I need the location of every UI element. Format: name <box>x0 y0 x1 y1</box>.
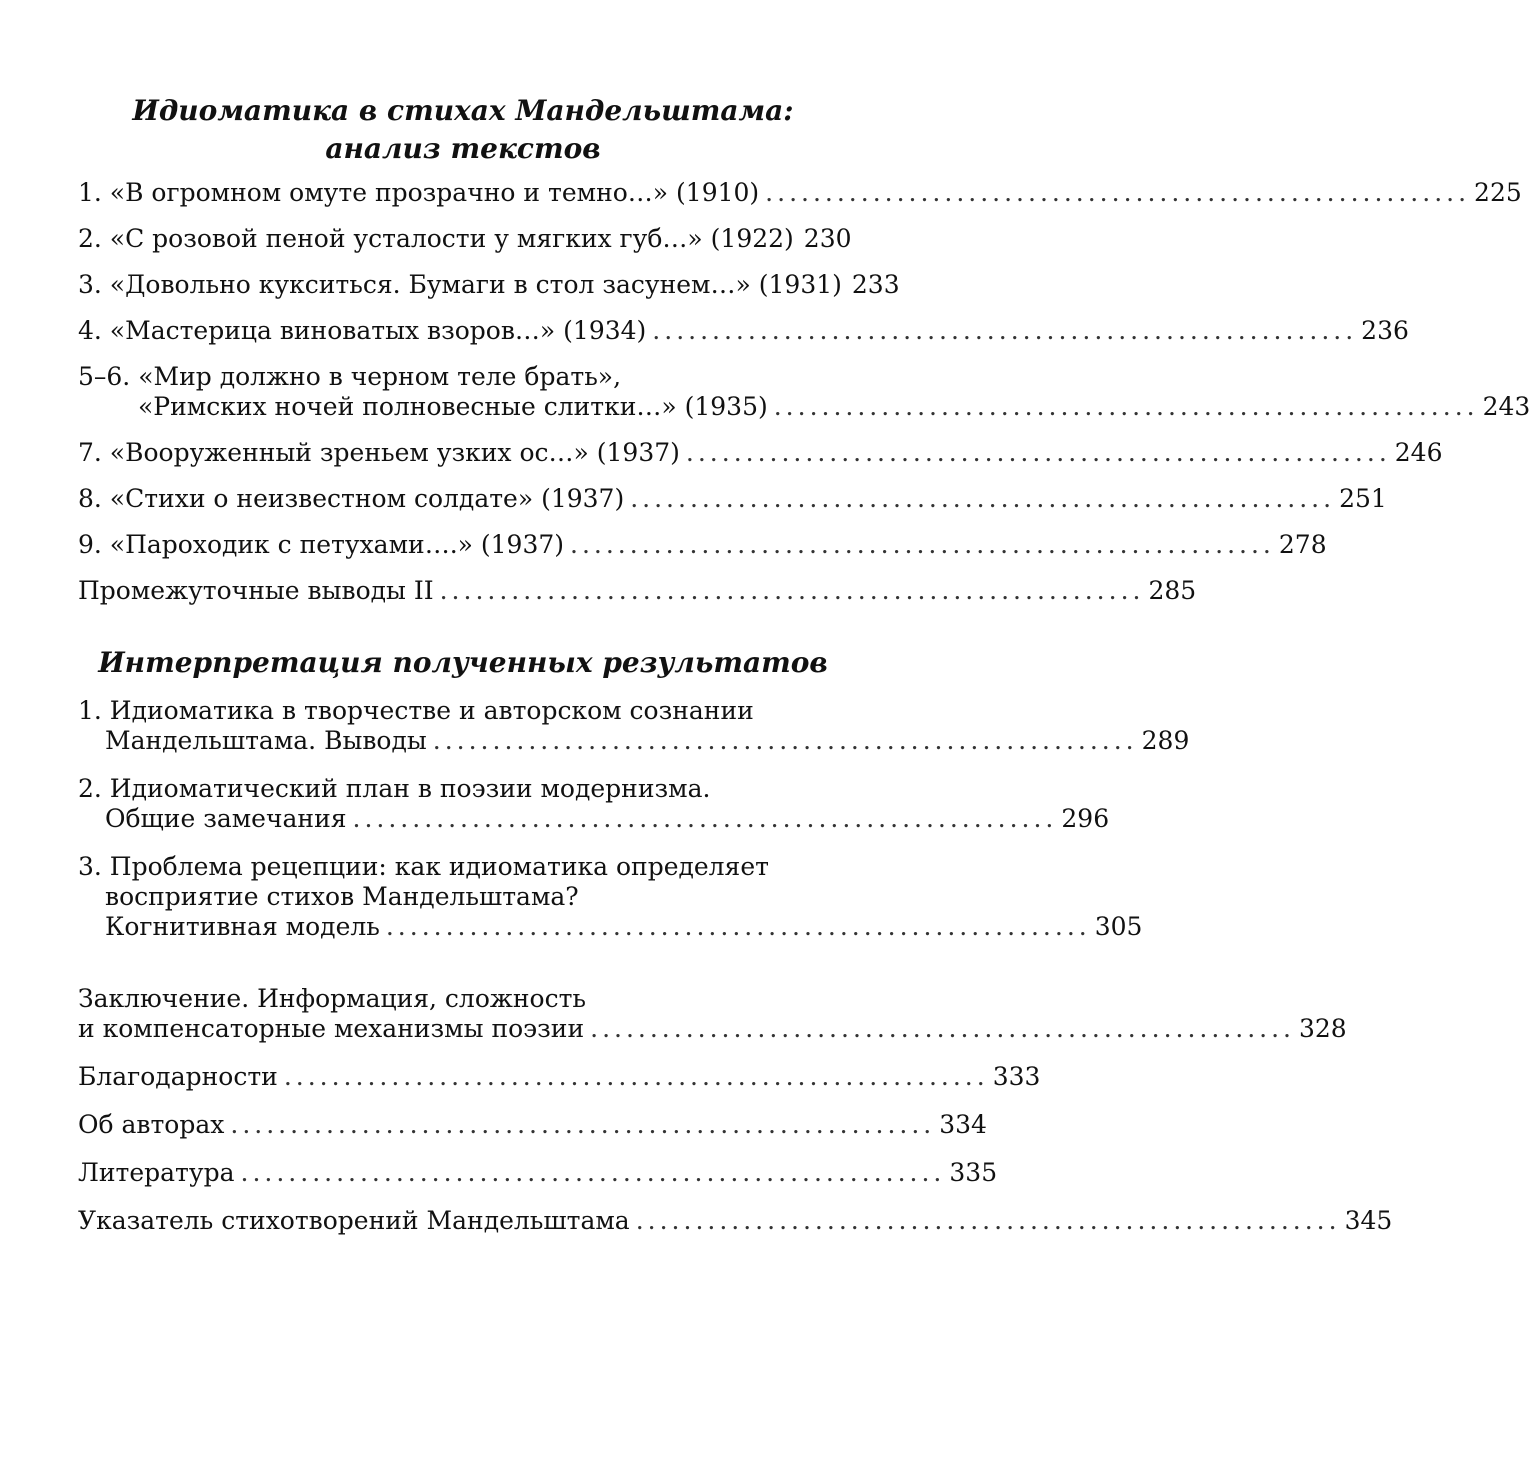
table-of-contents <box>78 88 1530 1236</box>
leader-dots: ........................................................... <box>630 484 1336 513</box>
leader-dots: ........................................................... <box>635 1206 1341 1235</box>
toc-entry[interactable]: Указатель стихотворений Мандельштама ........................................................... 345 <box>78 1206 1393 1235</box>
toc-entry[interactable]: Заключение. Информация, сложность и компенсаторные механизмы поэзии ........................................................... 328 <box>78 984 1347 1043</box>
leader-dots: ........................................................... <box>590 1014 1295 1043</box>
leader-dots: ........................................................... <box>773 392 1479 421</box>
page-number: 233 <box>851 270 900 299</box>
toc-entry[interactable]: 1. Идиоматика в творчестве и авторском сознании Мандельштама. Выводы ........................................................... 289 <box>78 696 1190 755</box>
leader-dots: ........................................................... <box>432 726 1138 755</box>
toc-list <box>78 696 1190 942</box>
leader-dots: ........................................................... <box>352 804 1058 833</box>
page-number: 251 <box>1339 484 1387 513</box>
leader-dots: ........................................................... <box>685 438 1391 467</box>
page-number: 278 <box>1278 530 1327 559</box>
leader-dots: ........................................................... <box>240 1158 946 1187</box>
toc-entry[interactable]: 3. Проблема рецепции: как идиоматика определяет восприятие стихов Мандельштама? Когнитивная модель ........................................................... 305 <box>78 852 1143 941</box>
page-number: 335 <box>949 1158 998 1187</box>
toc-entry[interactable]: 3. «Довольно кукситься. Бумаги в стол засунем…» (1931) 233 <box>78 270 900 299</box>
leader-dots: ........................................................... <box>283 1062 989 1091</box>
page-number: 246 <box>1394 438 1443 467</box>
page-number: 285 <box>1148 576 1197 605</box>
toc-entry[interactable]: 7. «Вооруженный зреньем узких ос…» (1937) ........................................................... 246 <box>78 438 1443 467</box>
page-number: 333 <box>992 1062 1041 1091</box>
page-number: 225 <box>1474 178 1522 207</box>
toc-entry[interactable]: Промежуточные выводы II ........................................................... 285 <box>78 576 1197 605</box>
toc-list <box>78 178 1530 606</box>
page-number: 328 <box>1299 1014 1347 1043</box>
toc-entry[interactable]: Литература ........................................................... 335 <box>78 1158 998 1187</box>
leader-dots: ........................................................... <box>570 530 1275 559</box>
toc-entry[interactable]: 8. «Стихи о неизвестном солдате» (1937) ........................................................... 251 <box>78 484 1387 513</box>
page-number: 230 <box>803 224 852 253</box>
toc-entry[interactable]: 2. Идиоматический план в поэзии модернизма. Общие замечания ........................................................... 296 <box>78 774 1110 833</box>
toc-entry[interactable]: 4. «Мастерица виноватых взоров…» (1934) ........................................................... 236 <box>78 316 1409 345</box>
toc-entry[interactable]: Об авторах ........................................................... 334 <box>78 1110 987 1139</box>
page-number: 334 <box>939 1110 987 1139</box>
toc-list-back-matter <box>78 984 1393 1236</box>
page-number: 289 <box>1141 726 1190 755</box>
leader-dots: ........................................................... <box>765 178 1471 207</box>
toc-entry[interactable]: 5–6. «Мир должно в черном теле брать», «Римских ночей полновесные слитки…» (1935) ........................................................... 243 <box>78 362 1530 421</box>
section-title: Интерпретация полученных результатов <box>98 646 828 679</box>
page-number: 236 <box>1361 316 1409 345</box>
toc-entry[interactable]: 2. «С розовой пеной усталости у мягких губ…» (1922) 230 <box>78 224 852 253</box>
page-number: 243 <box>1482 392 1530 421</box>
leader-dots: ........................................................... <box>230 1110 936 1139</box>
page-number: 345 <box>1344 1206 1393 1235</box>
page-number: 305 <box>1094 912 1143 941</box>
section-title: Идиоматика в стихах Мандельштама: анализ текстов <box>132 94 794 165</box>
leader-dots: ........................................................... <box>652 316 1358 345</box>
page-number: 296 <box>1061 804 1110 833</box>
toc-entry[interactable]: 1. «В огромном омуте прозрачно и темно…» (1910) ........................................................... 225 <box>78 178 1522 207</box>
leader-dots: ........................................................... <box>385 912 1091 941</box>
toc-entry[interactable]: Благодарности ........................................................... 333 <box>78 1062 1041 1091</box>
toc-entry[interactable]: 9. «Пароходик с петухами….» (1937) ........................................................... 278 <box>78 530 1327 559</box>
leader-dots: ........................................................... <box>439 576 1145 605</box>
